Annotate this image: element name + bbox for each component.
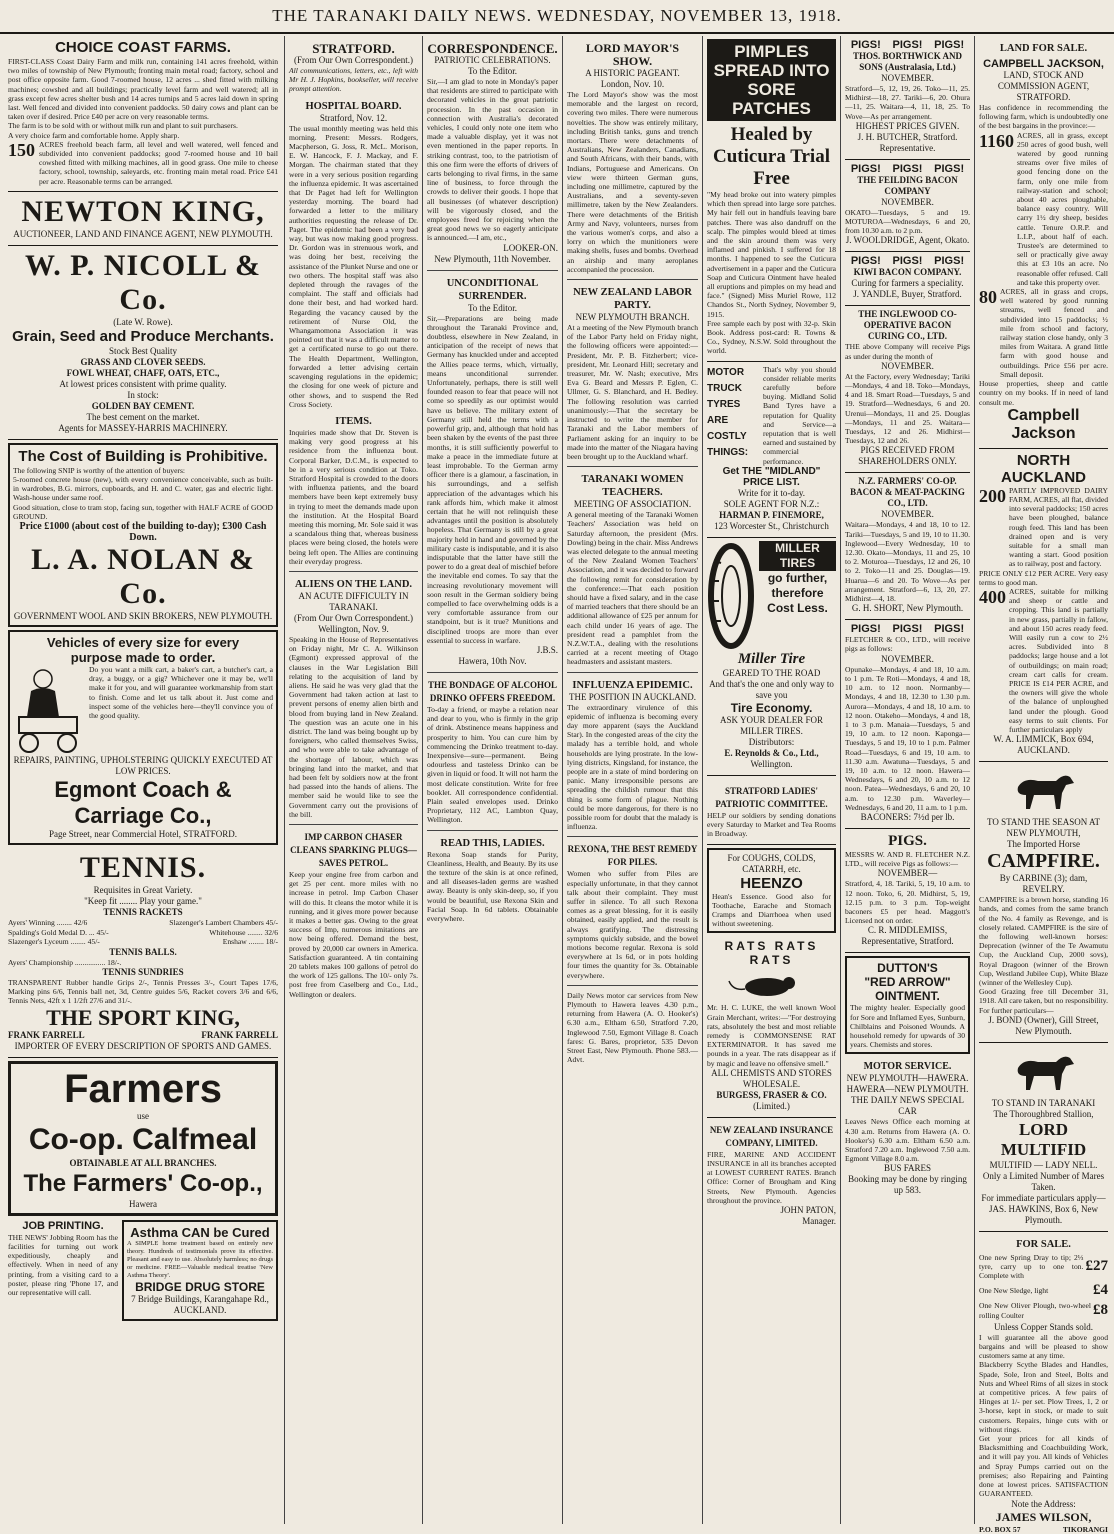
- heenzo-brand: HEENZO: [712, 875, 831, 892]
- auckland-heading: NORTH AUCKLAND: [979, 452, 1108, 486]
- farmers-l2: Co-op. Calfmeal: [14, 1122, 272, 1158]
- insurance-heading: NEW ZEALAND INSURANCE COMPANY, LIMITED.: [707, 1124, 836, 1150]
- james-wilson: JAMES WILSON,: [979, 1510, 1108, 1525]
- fletcher-name: FLETCHER & CO., LTD., will receive pigs as follows:: [845, 635, 970, 653]
- sale-item-2: One New Sledge, light: [979, 1286, 1091, 1295]
- sport-king: THE SPORT KING,: [8, 1005, 278, 1031]
- borthwick-month: NOVEMBER.: [845, 73, 970, 84]
- borthwick-list: Stratford—5, 12, 19, 26. Toko—11, 25. Midhirst—18, 27. Tariki—6, 20. Ohura—11, 25. Waitara—4, 11, 18, 25. To Wove—As per arrangement.: [845, 84, 970, 121]
- women-teachers-body: A general meeting of the Taranaki Women Teachers' Association was held on Saturday afternoon, the president (Mrs. Dowling) being in the chair. Miss Andrews was elected delegate to the annual meeting of the New Zealand Women Teachers' Association, and it was decided to forward the following remit for consideration by the conference:—That each position should have a fixed salary, and in the case of married teachers that there should be an additional allowance of £25 per annum for each child under 16 years of age. The president read a pamphlet from the N.Z.W.T.A., dealing with the resolutions carried at a recent meeting of Otago headmasters and assistant masters.: [567, 510, 698, 666]
- inglewood-ad: [845, 306, 970, 473]
- job-printing-ad: [8, 1220, 118, 1321]
- egmont-repairs: REPAIRS, PAINTING, UPHOLSTERING QUICKLY EXECUTED AT LOW PRICES.: [13, 755, 273, 777]
- miller-ask: ASK YOUR DEALER FOR MILLER TIRES.: [707, 715, 836, 737]
- rats-burgess: BURGESS, FRASER & CO.: [707, 1090, 836, 1101]
- finemore-l2: TRUCK: [707, 381, 759, 397]
- pigs-5: PIGS!: [893, 163, 923, 175]
- inglewood-list: At the Factory, every Wednesday; Tariki—Mondays, 4 and 18. Toko—Mondays, 4 and 18. Smart Road—Tuesdays, 5 and 19. Stratford—Wednesdays, 6 and 20. Urenui—Mondays, 11 and 25. Douglas—Mondays, 11 and 25. Waitara—Tuesdays, 12 and 26. Midhirst—Tuesdays, 12 and 26.: [845, 372, 970, 446]
- nz-farmers-bacon-ad: [845, 473, 970, 620]
- aliens-heading: ALIENS ON THE LAND.: [289, 578, 418, 591]
- inglewood-shares: PIGS RECEIVED FROM SHAREHOLDERS ONLY.: [845, 445, 970, 467]
- campbell-num: 1160: [979, 131, 1014, 151]
- column-3: [422, 36, 562, 1524]
- farmers-l1: Farmers: [14, 1067, 272, 1111]
- hospital-body: The usual monthly meeting was held this morning. Present: Messrs. Rodgers, Macpherson, G. Joss, R. McL. Morison, E. W. Hancock, F. J. Mackay, and F. Morgan. The chairman stated that they were in a very serious position regarding the influenza epidemic. It was ascertained that Dr Paget had left for Wellington yesterday morning. The board had forwarded a letter to the military authorities requesting the release of Dr. Paget. The epidemic had been a very bad way, but was now making good progress. Dr. Gordon was in strenuous work, and was doing her best, receiving the assistance of the Plunket Nurse and one or two others. The hospital staff was also depleted through the ravages of the complaint. The staff and officials had done their best, and had worked hard. Regarding the vacancy caused by the retirement of Nurse Old, the Whangamomona Association it was pointed out that it was a difficult matter to get a certificated nurse to go out there. The Health Department, Wellington, forwarded a letter advising certain scavenging regulations in the epidemic; the closing for one week of picture and other shows, and to suspend the Red Cross Society.: [289, 124, 418, 409]
- items-body: Inquiries made show that Dr. Steven is making very good progress at his residence from the influenza bout. Corporal Barker, D.C.M., is expected to be in a very serious condition at Toko. Stratford Hospital is crowded to the doors with influenza patients, and the board members have been kept extremely busy in trying to meet the demands made upon the institution. At the Hospital Board meeting this morning, Mr. Sole said it was a scandalous thing that, whereas business places were being closed, the hotels were being left open. The Allies are continuing their everyday progress.: [289, 428, 418, 566]
- rexona-soap-body: Rexona Soap stands for Purity, Cleanliness, Health, and Beauty. By its use the texture of the skin is at once refined, and all diseases-laden germs are washed away. Beauty is only skin-deep, so, if you would be beautiful, use Rexona Skin and Facial Soap. In 6d tablets. Obtainable everywhere.: [427, 850, 558, 924]
- egmont-addr: Page Street, near Commercial Hotel, STRATFORD.: [13, 829, 273, 840]
- borthwick-agent: J. H. BUTCHER, Stratford. Representative.: [845, 132, 970, 154]
- farmers-calfmeal-ad: [8, 1061, 278, 1216]
- multifid-pedigree: MULTIFID — LADY NELL.: [979, 1160, 1108, 1171]
- dutton-body: The mighty healer. Especially good for Sore and Inflamed Eyes, Sunburn, Chilblains and Poisoned Wounds. A household remedy for upwards of 30 years. Chemists and stores.: [850, 1003, 965, 1049]
- fletcher-month: NOVEMBER.: [845, 654, 970, 665]
- to-editor-2: To the Editor.: [427, 303, 558, 314]
- aliens-corr: (From Our Own Correspondent.): [289, 613, 418, 624]
- fletcher-ad: [845, 620, 970, 829]
- wilson-box: P.O. BOX 57: [979, 1525, 1021, 1534]
- cuticura-h2: Healed by Cuticura Trial Free: [707, 124, 836, 190]
- land-for-sale-heading: LAND FOR SALE.: [979, 42, 1108, 55]
- nicoll-stock: Stock Best Quality: [8, 346, 278, 357]
- sale-price-1: £27: [1086, 1258, 1109, 1275]
- sale-price-3: £8: [1093, 1302, 1108, 1319]
- auckland-agent: W. A. LIMMICK, Box 694, AUCKLAND.: [979, 734, 1108, 756]
- column-7: [974, 36, 1112, 1524]
- ladies-heading: READ THIS, LADIES.: [427, 837, 558, 850]
- heenzo-sub: Hean's Essence. Good also for Toothache, Earache and Stomach Cramps and Diarrhoea when used without sweetening.: [712, 892, 831, 929]
- aliens-subheading: AN ACUTE DIFFICULTY IN TARANAKI.: [289, 591, 418, 613]
- miller-save: And that's the one and only way to save you: [707, 679, 836, 701]
- sale-note: Note the Address:: [979, 1499, 1108, 1510]
- column-2: [284, 36, 422, 1524]
- aliens-date: Wellington, Nov. 9.: [289, 624, 418, 635]
- finemore-agent: SOLE AGENT FOR N.Z.:: [707, 499, 836, 510]
- dutton-ad: [845, 956, 970, 1054]
- tennis-sundries: TENNIS SUNDRIES: [8, 967, 278, 978]
- letter1-sig: LOOKER-ON.: [427, 243, 558, 254]
- campbell-name: CAMPBELL JACKSON,: [979, 58, 1108, 70]
- choice-farms-ad: [8, 36, 278, 192]
- miller-econ: Tire Economy.: [707, 701, 836, 715]
- fletcher-list: Opunake—Mondays, 4 and 18, 10 a.m. to 1 p.m. Te Roti—Mondays, 4 and 18, 10 a.m. to 12 noon. Normanby—Mondays, 4 and 18, 12.30 to 1.30 p.m. Aurora—Mondays, 4 and 18, 10 a.m. to 12 noon. Otakeho—Mondays, 4 and 18, 1 to 3 p.m. Manaia—Tuesdays, 5 and 19, 10 a.m. to 12 noon. Kaponga—Tuesdays, 5 and 19, 10 to 1 p.m. Palmer Road—Tuesdays, 6 and 19, 10 a.m. to 11.30 a.m. Awatuna—Tuesdays, 5 and 19, 10 a.m. to 12 noon. Hawera—Wednesdays, 6 and 20, 10 a.m. to 12 noon. Patea—Wednesdays, 6 and 20, 10 a.m. to 12.30 p.m. Waverley—Wednesdays, 6 and 20, 11 a.m. to 1 p.m.: [845, 665, 970, 812]
- ladies-body: HELP our soldiers by sending donations every Saturday to Market and Tea Rooms in Broadway.: [707, 811, 836, 839]
- for-sale-heading: FOR SALE.: [979, 1238, 1108, 1251]
- tennis-r3: Spalding's Gold Medal D. ... 45/-: [8, 928, 109, 938]
- labor-party-heading: NEW ZEALAND LABOR PARTY.: [567, 286, 698, 312]
- pigs-2: PIGS!: [893, 39, 923, 51]
- miller-dcity: Wellington.: [707, 759, 836, 770]
- inglewood-name: THE INGLEWOOD CO-OPERATIVE BACON CURING CO., LTD.: [845, 309, 970, 342]
- lord-multifid-ad: [979, 1043, 1108, 1232]
- nolan-title: The Cost of Building is Prohibitive.: [13, 448, 273, 466]
- heenzo-body: For COUGHS, COLDS, CATARRH, etc.: [712, 853, 831, 875]
- farmers-hawera: Hawera: [14, 1199, 272, 1210]
- campfire-heading: TO STAND THE SEASON AT NEW PLYMOUTH,: [979, 817, 1108, 839]
- finemore-l1: MOTOR: [707, 365, 759, 381]
- labor-branch: NEW PLYMOUTH BRANCH.: [567, 312, 698, 323]
- miller-geared: GEARED TO THE ROAD: [707, 668, 836, 679]
- miller-dist: Distributors:: [707, 737, 836, 748]
- sale-forge: Get your prices for all kinds of Blacksmithing and Coachbuilding Work, and it will pay you. All kinds of Vehicles and Spray Pumps carried out on the premises; also Repairing and Painting done at lowest prices. SATISFACTION GUARANTEED.: [979, 1434, 1108, 1498]
- nzfarmers-name: N.Z. FARMERS' CO-OP. BACON & MEAT-PACKING CO., LTD.: [845, 476, 970, 509]
- multifid-name: LORD MULTIFID: [979, 1120, 1108, 1160]
- auckland-num2: 400: [979, 587, 1006, 607]
- influenza-heading: INFLUENZA EPIDEMIC.: [567, 679, 698, 692]
- tire-illustration: [707, 541, 755, 651]
- finemore-l5: COSTLY: [707, 429, 759, 445]
- job-title: JOB PRINTING.: [8, 1220, 118, 1233]
- patriotic-heading: PATRIOTIC CELEBRATIONS.: [427, 55, 558, 66]
- influenza-body: The extraordinary virulence of this epidemic of influenza is becoming every day more apparent (says the Auckland Star). In the congested areas of the city the malady has a terrible hold, and whole households are lying prostrate. In the low-lying districts, Kingsland, for instance, the people are in a state of mind bordering on panic. Many irresponsible persons are spreading the childish rumour that this thing is some form of plague. Nothing could be more dangerous, for there is no possible room for doubt that the malady is influenza.: [567, 703, 698, 832]
- nicoll-name: W. P. NICOLL & Co.: [8, 249, 278, 317]
- items-heading: ITEMS.: [289, 415, 418, 428]
- campbell-b2: ACRES, all in grass, except 250 acres of good bush, well watered by good running streams over five miles of good fencing done on the farm, only one mile from railway-station and school; about 40 acres ploughable, balance easy country. Will carry 1½ dry sheep, besides cattle. Tenure O.R.P. and L.I.P., about half of each. Trustee's are determined to sell or practically give away this at £3 10s an acre. No reasonable offer refused. Call and take this property over.: [1017, 131, 1108, 287]
- egmont-head2: purpose made to order.: [13, 650, 273, 665]
- insurance-paton: JOHN PATON,: [707, 1205, 836, 1216]
- motor-car-notice: Daily News motor car services from New Plymouth to Hawera leaves 4.30 p.m., returning from Hawera (A. O. Hooker's) 6.30 a.m., Eltham 6.50, Stratford 7.20, Inglewood 7.50, Egmont Village 8. Coach fares: G. Bares, proprietor, 535 Devon Street East, New Plymouth. Phone 583.—Advt.: [567, 991, 698, 1065]
- borthwick-name: THOS. BORTHWICK AND SONS (Australasia, Ltd.): [845, 51, 970, 73]
- farmers-l3: The Farmers' Co-op.,: [14, 1169, 272, 1199]
- pigs-9: PIGS!: [934, 255, 964, 267]
- finemore-l4: ARE: [707, 413, 759, 429]
- asthma-addr: 7 Bridge Buildings, Karangahape Rd., AUCKLAND.: [127, 1294, 273, 1316]
- nolan-name: L. A. NOLAN & Co.: [13, 543, 273, 611]
- nicoll-late: (Late W. Rowe).: [8, 317, 278, 328]
- to-editor-1: To the Editor.: [427, 66, 558, 77]
- pigs-7: PIGS!: [851, 255, 881, 267]
- multifid-apply: For immediate particulars apply—: [979, 1193, 1108, 1204]
- tennis-sund-text: TRANSPARENT Rubber handle Grips 2/-, Tennis Presses 3/-, Court Tapes 17/6, Marking pins 6/6, Tennis ball net, 3d, Centre guides 5/6, Racket covers 3/6 and 6/6, Tennis Nets, 42ft x 1 1/2ft 27/6 and 31/-.: [8, 978, 278, 1006]
- finemore-addr: 123 Worcester St., Christchurch: [707, 521, 836, 532]
- unconditional-heading: UNCONDITIONAL SURRENDER.: [427, 277, 558, 303]
- miller-brand: Miller Tire: [707, 651, 836, 668]
- heenzo-ad: [707, 848, 836, 934]
- tennis-r2: Slazenger's Lambert Chambers 45/-: [169, 918, 278, 928]
- insurance-mgr: Manager.: [707, 1216, 836, 1227]
- nicoll-best: The best cement on the market.: [8, 412, 278, 423]
- tennis-r4: Whitehouse ........ 32/6: [209, 928, 278, 938]
- tennis-ad: [8, 848, 278, 1058]
- miller-l5: Cost Less.: [759, 601, 836, 616]
- miller-dname: E. Reynolds & Co., Ltd.,: [707, 748, 836, 759]
- choice-farms-text4: ACRES freehold beach farm, all level and well watered, well fenced and subdivided into convenient paddocks; good 7-roomed house and 10 bail cowshed fitted with milking machines, all in good grass. One mile to cheese factory, school, township, saleyards, etc. fronting main metal road. Price £41 per acre. Reasonable terms can be arranged.: [39, 140, 278, 186]
- masthead: THE TARANAKI DAILY NEWS. WEDNESDAY, NOVEMBER 13, 1918.: [0, 6, 1114, 34]
- borthwick-ad: [845, 36, 970, 160]
- finemore-l3: TYRES: [707, 397, 759, 413]
- column-4: [562, 36, 702, 1524]
- women-teachers-sub: MEETING OF ASSOCIATION.: [567, 499, 698, 510]
- tennis-title: TENNIS.: [8, 851, 278, 885]
- finemore-name: HARMAN P. FINEMORE,: [707, 510, 836, 521]
- nzfarmers-month: NOVEMBER.: [845, 509, 970, 520]
- campbell-name2: Campbell Jackson: [979, 407, 1108, 443]
- tennis-balls: TENNIS BALLS.: [8, 947, 278, 958]
- finemore-write: Write for it to-day.: [707, 488, 836, 499]
- ladies-heading: STRATFORD LADIES' PATRIOTIC COMMITTEE.: [707, 785, 836, 811]
- choice-farms-num: 150: [8, 140, 35, 160]
- campfire-ad: [979, 762, 1108, 1043]
- column-5: [702, 36, 840, 1524]
- campbell-b4: House properties, sheep and cattle country on my books. If in need of land consult me.: [979, 379, 1108, 407]
- dutton-h2: "RED ARROW": [850, 975, 965, 989]
- drinko-heading: THE BONDAGE OF ALCOHOL DRINKO OFFERS FREEDOM.: [427, 679, 558, 705]
- column-6: [840, 36, 974, 1524]
- farrell-importer: IMPORTER OF EVERY DESCRIPTION OF SPORTS AND GAMES.: [8, 1041, 278, 1052]
- sale-item-1: One new Spring Dray to tip; 2⅓ tyre, carry up to one ton. Complete with: [979, 1253, 1084, 1281]
- miller-l2: TIRES: [759, 556, 836, 571]
- middlemiss-ad: [845, 829, 970, 953]
- cuticura-free: Free sample each by post with 32-p. Skin Book. Address post-card: R. Towns & Co., Sydney, N.S.W. Sold throughout the world.: [707, 319, 836, 356]
- newton-king-ad: [8, 192, 278, 246]
- stratford-heading: STRATFORD.: [289, 42, 418, 55]
- column-1: [4, 36, 282, 1524]
- asthma-ad: [122, 1220, 278, 1321]
- pigs-heading: PIGS.: [845, 832, 970, 850]
- middlemiss-month: NOVEMBER—: [845, 868, 970, 879]
- horse-illustration: [1004, 769, 1084, 813]
- rats-all: ALL CHEMISTS AND STORES WHOLESALE.: [707, 1068, 836, 1090]
- feilding-month: NOVEMBER.: [845, 197, 970, 208]
- imp-heading: IMP CARBON CHASER CLEANS SPARKING PLUGS—SAVES PETROL.: [289, 831, 418, 870]
- campfire-body: CAMPFIRE is a brown horse, standing 16 hands, and comes from the same branch of the No. 4 family as Revenge, and is closely related. CAMPFIRE is the sire of the following well-known horses: Deprecation (winner of the Te Awamutu Cup, the Auckland Cup, 2000 sovs), Royal Dragoon (winner of the Brown Cup, Westland Jubilee Cup), White Blaze (winner of the Wellesley Cup).: [979, 895, 1108, 987]
- ladies-patriotic-ad: [707, 776, 836, 845]
- motor-fares: BUS FARES: [845, 1163, 970, 1174]
- cuticura-h1: PIMPLES SPREAD INTO SORE PATCHES: [707, 39, 836, 121]
- choice-farms-title: CHOICE COAST FARMS.: [8, 39, 278, 57]
- dutton-h1: DUTTON'S: [850, 961, 965, 975]
- for-sale-ad: [979, 1238, 1108, 1534]
- letter2-body: Sir,—Preparations are being made throughout the Taranaki Province and, doubtless, elsewhere in New Zealand, in anticipation of the receipt of news that Germany has knuckled under and accepted the Allies peace terms, which, virtually, means unconditional surrender. Unfortunately, perhaps, there is still well founded reason to fear that peace will not come so speedily as our optimist would have us believe. The military extent of Germany still held the terms with a powerful grip, and, although that hold has been shaken by the events of the past three months, it is still sufficiently powerful to make a peace in the immediate future at least improbable. To the German army officer there is a glamour, a fascination, in his surroundings, and a selfish appreciation of the advantages which his rank affords him, which make it almost certain that he will not relinquish these advantages until the position is absolutely hopeless. That Germany is still by a great majority held in hand and governed by the military caste is indisputable, and it is also indisputable that the latter have still the power to do a great deal of mischief before the inevitable end comes. To say that the increasing revolutionary movement will soon result in the German soldiery being compelled to face overwhelming odds is a very comfortable assurance from our standpoint, but is it true? Munitions and disciplined troops are more than ever essential to success in warfare.: [427, 314, 558, 645]
- pigs-11: PIGS!: [893, 623, 923, 635]
- influenza-sub: THE POSITION IN AUCKLAND.: [567, 692, 698, 703]
- nolan-ad: [8, 443, 278, 627]
- egmont-head1: Vehicles of every size for every: [13, 635, 273, 650]
- choice-farms-text2: The farm is to be sold with or without milk run and plant to suit purchasers.: [8, 121, 278, 130]
- nolan-desc: 5-roomed concrete house (new), with every convenience conceivable, such as built-in wardrobes, B.G. mirrors, cupboards, and H. and C. water, gas and electric light. Wash-house under same roof.: [13, 475, 273, 503]
- feilding-list: OKATO—Tuesdays, 5 and 19. MOTUROA—Wednesdays, 6 and 20, from 10.30 a.m. to 2 p.m.: [845, 208, 970, 236]
- rats-body: Mr. H. C. LUKE, the well known Wool Grain Merchant, writes:—"For destroying rats, absolutely the best and most reliable remedy is COMMONSENSE RAT EXTERMINATOR. It has saved me pounds in a year. The rats disappear as if by magic and leave no offensive smell.": [707, 1003, 836, 1067]
- campfire-fee: Good Grazing free till December 31, 1918. All care taken, but no responsibility. For further particulars—: [979, 987, 1108, 1015]
- women-teachers-heading: TARANAKI WOMEN TEACHERS.: [567, 473, 698, 499]
- rat-illustration: [727, 971, 817, 999]
- letter1-date: New Plymouth, 11th November.: [427, 254, 558, 265]
- miller-l3: go further,: [759, 571, 836, 586]
- tennis-champ: Ayers' Championship ................ 18/-.: [8, 958, 278, 967]
- dutton-h3: OINTMENT.: [850, 989, 965, 1003]
- finemore-l6: THINGS:: [707, 445, 759, 461]
- egmont-coach-ad: [8, 630, 278, 845]
- nicoll-instock: In stock:: [8, 390, 278, 401]
- newton-king-sub: AUCTIONEER, LAND AND FINANCE AGENT, NEW PLYMOUTH.: [8, 229, 278, 240]
- finemore-ad: [707, 362, 836, 538]
- auckland-num: 200: [979, 486, 1006, 506]
- nolan-snip: The following SNIP is worthy of the attention of buyers:: [13, 466, 273, 475]
- nicoll-title: Grain, Seed and Produce Merchants.: [8, 328, 278, 346]
- motor-heading: MOTOR SERVICE.: [845, 1060, 970, 1073]
- auckland-price: PRICE ONLY £12 PER ACRE. Very easy terms to good man.: [979, 569, 1108, 587]
- nicoll-cement: GOLDEN BAY CEMENT.: [8, 401, 278, 412]
- insurance-body: FIRE, MARINE AND ACCIDENT INSURANCE in all its branches accepted at LOWEST CURRENT RATES. Branch Office: Corner of Brougham and King Streets, New Plymouth. Agencies throughout the province.: [707, 1150, 836, 1205]
- sale-unless: Unless Copper Stands sold.: [979, 1322, 1108, 1333]
- pigs-12: PIGS!: [934, 623, 964, 635]
- tennis-r6: Enshaw ........ 18/-: [223, 937, 278, 947]
- lord-mayor-body: The Lord Mayor's show was the most memorable and the largest on record, covering two miles. There were numerous novelties. The show was entirely military, including British tanks, guns and trench mortars. There were detachments of Australians, New Zealanders, Canadians, and South Africans, with their bands, with Indians, Portuguese and Americans. On view were thirteen German guns, including one millimetre, captured by the Australians, and a seventy-seven millimetre, taken by the New Zealanders. There were detachments of the British Army and Navy, volunteers, nurses from the various women's corps, and also a lorry on which the munitioners were making shells, fuses and bombs. Overhead an airship and many aeroplanes accompanied the procession.: [567, 90, 698, 274]
- middlemiss-agent: C. R. MIDDLEMISS, Representative, Stratford.: [845, 925, 970, 947]
- feilding-name: THE FEILDING BACON COMPANY: [845, 175, 970, 197]
- rats-ad: [707, 936, 836, 1117]
- cuticura-ad: [707, 36, 836, 362]
- pigs-4: PIGS!: [851, 163, 881, 175]
- kiwi-name: KIWI BACON COMPANY.: [845, 267, 970, 278]
- rexona-piles-body: Women who suffer from Piles are especially unfortunate, in that they cannot talk about their complaint. They must suffer in silence. To all such Rexona comes as a great blessing, for it is easily obtained, easily applied, and the result is always gratifying. The distressing symptoms quickly subside, and the bowel motions become regular. Rexona is sold everywhere at 1s 6d, or in pots holding four times the quantity for 3s. Obtainable everywhere.: [567, 869, 698, 979]
- campfire-owner: J. BOND (Owner), Gill Street, New Plymouth.: [979, 1015, 1108, 1037]
- motor-service-ad: [845, 1060, 970, 1196]
- finemore-get: Get THE "MIDLAND" PRICE LIST.: [707, 466, 836, 488]
- stallion-illustration: [1004, 1050, 1084, 1094]
- kiwi-buyer: J. YANDLE, Buyer, Stratford.: [845, 289, 970, 300]
- tennis-rackets: TENNIS RACKETS: [8, 907, 278, 918]
- campbell-b3: ACRES, all in grass and crops, well watered by good running streams, well fenced and subdivided into 15 paddocks; ½ mile from school and factory, railway station close handy, only 3 miles from Waitara. A grand little farm with good house and outbuildings. Price £56 per acre. Small deposit.: [1000, 287, 1108, 379]
- rats-ltd: (Limited.): [707, 1101, 836, 1112]
- fletcher-price: BACONERS: 7½d per lb.: [845, 812, 970, 823]
- farrell-2: FRANK FARRELL: [201, 1031, 278, 1041]
- nicoll-lowest: At lowest prices consistent with prime quality.: [8, 379, 278, 390]
- sale-misc: Blackberry Scythe Blades and Handles, Spade, Sole, Iron and Steel, Bolts and Nuts and Wheel Rims of all sizes in stock at competitive prices. A few pairs of Hinges at 1/- per set. Plow Trees, 1, 2 or 3-horse, kept in stock, or made to suit customers. Repairs, hinge cuts with or without rings.: [979, 1360, 1108, 1434]
- sale-price-2: £4: [1093, 1282, 1108, 1299]
- stratford-corr: (From Our Own Correspondent.): [289, 55, 418, 66]
- pigs-3: PIGS!: [934, 39, 964, 51]
- hospital-board-heading: HOSPITAL BOARD.: [289, 100, 418, 113]
- kiwi-curing: Curing for farmers a speciality.: [845, 278, 970, 289]
- labor-body: At a meeting of the New Plymouth branch of the Labor Party held on Friday night, the following officers were appointed:—President, Mr. P. B. Fitzherbert; vice-president, Mr. Leonard Hill; secretary and treasurer, Mr. W. Nash; executive, Mrs Eva G. Beard and Messrs P. Eglen, C. Ullmer, G. S. Blanchard, and H. Bedley. The following resolution was carried unanimously:—That the secretary be instructed to write the member for Taranaki and the Labor members of Parliament asking for an inquiry to be made into the matter of the Niagara having been brought up to the Auckland wharf.: [567, 323, 698, 461]
- motor-times: Leaves News Office each morning at 4.30 a.m. Returns from Hawera (A. O. Hooker's) 6.30 a.m. Eltham 6.50 a.m. Stratford 7.20 a.m. Inglewood 7.50 a.m. Egmont Village 8.0 a.m.: [845, 1117, 970, 1163]
- multifid-agent: JAS. HAWKINS, Box 6, New Plymouth.: [979, 1204, 1108, 1226]
- letter2-date: Hawera, 10th Nov.: [427, 656, 558, 667]
- egmont-name: Egmont Coach & Carriage Co.,: [13, 777, 273, 829]
- feilding-ad: [845, 160, 970, 253]
- job-text: THE NEWS' Jobbing Room has the facilities for turning out work expeditiously, cheaply and effectively. When in need of any printing, from a visiting card to a poster, please ring 'Phone 17, and our representative will call.: [8, 1233, 118, 1297]
- miller-tires-ad: [707, 538, 836, 776]
- inglewood-month: NOVEMBER.: [845, 361, 970, 372]
- inglewood-body: THE above Company will receive Pigs as under during the month of: [845, 342, 970, 360]
- campbell-body: Has confidence in recommending the following farm, which is undoubtedly one of the best bargains in the province:—: [979, 103, 1108, 131]
- campfire-by: By CARBINE (3); dam, REVELRY.: [979, 873, 1108, 895]
- sale-guarantee: I will guarantee all the above good bargains and will be pleased to show customers same at any time.: [979, 1333, 1108, 1361]
- lord-mayor-heading: LORD MAYOR'S SHOW.: [567, 42, 698, 68]
- children-cart-illustration: [13, 665, 83, 755]
- farmers-obtain: OBTAINABLE AT ALL BRANCHES.: [14, 1158, 272, 1169]
- asthma-store: BRIDGE DRUG STORE: [127, 1280, 273, 1294]
- feilding-agent: J. WOOLDRIDGE, Agent, Okato.: [845, 235, 970, 246]
- middlemiss-name: MESSRS W. AND R. FLETCHER N.Z. LTD., will receive Pigs as follows:—: [845, 850, 970, 868]
- egmont-text: Do you want a milk cart, a baker's cart, a butcher's cart, a dray, a buggy, or a gig? Whichever one it may be, we'll make it for you, and will guarantee workmanship from start to finish. Come and let us talk about it. Just come and inspect some of the vehicles here—they'll convince you of the good quality.: [89, 665, 273, 755]
- pigs-10: PIGS!: [851, 623, 881, 635]
- miller-l4: therefore: [759, 586, 836, 601]
- motor-book: Booking may be done by ringing up 583.: [845, 1174, 970, 1196]
- stratford-note: All communications, letters, etc., left with Mr H. J. Hopkins, bookseller, will receive prompt attention.: [289, 66, 418, 94]
- stratford-date: Stratford, Nov. 12.: [289, 113, 418, 124]
- auckland-b2: ACRES, suitable for milking and sheep or cattle and cropping. This land is partially in new grass, partially in fallow, and about 150 acres ready feed. Will easily run a cow to 2½ acres. Subdivided into 8 paddocks; large house and a lot of outbuildings; on main road; cream cart calls for cream. PRICE IS £14 PER ACRE, and the owners will give the whole of the balance of unploughed land under the plough. Good easy terms to suit clients. For further particulars apply: [1009, 587, 1108, 734]
- drinko-body: To-day a friend, or maybe a relation near and dear to you, who is firmly in the grip of drink. Abstinence means happiness and prosperity to him. You can cure him by commencing the Drinko treatment to-day. Inexpensive—sure—permanent. Being odourless and tasteless Drinko can be given in liquid or food. It will not harm the most delicate constitution. Write for free booklet. All correspondence confidential. Plain sealed envelopes used. Drinko Proprietary, 112 AC, Lambton Quay, Wellington.: [427, 705, 558, 825]
- nicoll-agents: Agents for MASSEY-HARRIS MACHINERY.: [8, 423, 278, 434]
- pageant-heading: A HISTORIC PAGEANT.: [567, 68, 698, 79]
- campfire-imp: The Imported Horse: [979, 839, 1108, 850]
- cuticura-body: "My head broke out into watery pimples which then spread into large sore patches. My hair fell out in handfuls leaving bare patches. There was also dandruff on the scalp. The pimples would bleed at times and the skin around them was very inflamed and pinkish. I suffered for 18 months. I happened to see the Cuticura advertisement in a paper and the Cuticura Soap and Cuticura Ointment have healed all eruptions and pimples on my head and face." (Signed) Miss Muriel Rowe, 112 Chandos St., North Sydney, November 9, 1915.: [707, 190, 836, 319]
- rexona-piles-heading: REXONA, THE BEST REMEDY FOR PILES.: [567, 843, 698, 869]
- campbell-jackson-ad: [979, 55, 1108, 449]
- pigs-6: PIGS!: [934, 163, 964, 175]
- north-auckland-ad: [979, 449, 1108, 762]
- rats-heading: RATS RATS RATS: [707, 939, 836, 967]
- nicoll-grass: GRASS AND CLOVER SEEDS.: [8, 357, 278, 368]
- tennis-keep: "Keep fit ........ Play your game.": [8, 896, 278, 907]
- auckland-body: PARTLY IMPROVED DAIRY FARM, ACRES, all flat, divided into several paddocks; 150 acres have been ploughed, balance rough feed. This land has been drained open and is very suitable for a small man wanting a start. Good position as to railway, post and factory.: [1009, 486, 1108, 569]
- nolan-sit: Good situation, close to tram stop, facing sun, together with HALF ACRE of GOOD GROUND.: [13, 503, 273, 521]
- campfire-name: CAMPFIRE.: [979, 850, 1108, 873]
- choice-farms-text3: A very choice farm and comfortable home. Apply sharp.: [8, 131, 278, 140]
- farrell-1: FRANK FARRELL: [8, 1031, 85, 1041]
- multifid-sub: The Thoroughbred Stallion,: [979, 1109, 1108, 1120]
- imp-body: Keep your engine free from carbon and get 25 per cent. more miles with no increase in petrol. Imp Carbon Chaser will do this. It cleans the motor while it is running, and it gives more power because it makes a better gas. Owing to the great success of Imp, numerous imitations are now being offered. Demand the best, proved by 20,000 car owners in America. Satisfaction guaranteed. A tin containing 20 tablets makes 100 gallons of petrol do the work of 125 gallons. The 10/- only 7s. post free from Caselberg and Co., Ltd., Wellington or dealers.: [289, 870, 418, 999]
- pigs-8: PIGS!: [893, 255, 923, 267]
- multifid-heading: TO STAND IN TARANAKI: [979, 1098, 1108, 1109]
- sale-item-3: One New Oliver Plough, two-wheel rolling Coulter: [979, 1301, 1091, 1319]
- insurance-ad: [707, 1124, 836, 1227]
- aliens-body: Speaking in the House of Representatives on Friday night, Mr C. A. Wilkinson (Egmont) expressed approval of the clauses in the War Legislation Bill relating to the acquisition of land by aliens. He said he was very glad that the Government had taken action at last to prevent persons of enemy alien birth and blood from buying land in New Zealand. The question was an acute one in his district. The land was being bought up by foreigners, who called themselves Swiss, and who were able to take advantage of the shortage of labour, which was bringing land into the market, and that had been felt by soldiers now at the front had passed into the hands of aliens. The member said he would like to see the Government carry out the provisions of the bill.: [289, 635, 418, 819]
- asthma-text: A SIMPLE home treatment based on entirely new theory. Hundreds of testimonials prove its effective. Pleasant and easy to use. Absolutely harmless; no drugs or medicine. FREE—Valuable medical treatise 'New Asthma Theory'.: [127, 1240, 273, 1280]
- nzfarmers-list: Waitara—Mondays, 4 and 18, 10 to 12. Tariki—Tuesdays, 5 and 19, 10 to 11.30. Inglewood—Every Wednesday, 10 to 12.30. Okato—Mondays, 11 and 25, 10 to 2. Moturoa—Tuesdays, 12 and 26, 10 to 2. Toko—11 and 25. Douglas—19. Huarua—6 and 20. To Wove—As per arrangement. Stratford—6, 13, 20, 27. Midhirst—4, 18.: [845, 520, 970, 603]
- nzfarmers-short: G. H. SHORT, New Plymouth.: [845, 603, 970, 614]
- tennis-r5: Slazenger's Lyceum ........ 45/-: [8, 937, 100, 947]
- nolan-price: Price £1000 (about cost of the building to-day); £300 Cash Down.: [13, 521, 273, 543]
- tennis-req: Requisites in Great Variety.: [8, 885, 278, 896]
- asthma-title: Asthma CAN be Cured: [127, 1225, 273, 1240]
- borthwick-highest: HIGHEST PRICES GIVEN.: [845, 121, 970, 132]
- motor-special: THE DAILY NEWS SPECIAL CAR: [845, 1095, 970, 1117]
- wilson-town: TIKORANGI: [1063, 1525, 1108, 1534]
- nicoll-ad: [8, 246, 278, 440]
- farmers-use: use: [14, 1111, 272, 1122]
- campbell-sub: LAND, STOCK AND COMMISSION AGENT, STRATFORD.: [979, 70, 1108, 103]
- pigs-1: PIGS!: [851, 39, 881, 51]
- letter2-sig: J.B.S.: [427, 645, 558, 656]
- finemore-body: That's why you should consider reliable merits carefully before buying. Midland Solid Band Tyres have a reputation for Quality and Service—a reputation that is well earned and sustained by commercial performance.: [763, 365, 836, 466]
- campbell-num2: 80: [979, 287, 997, 307]
- kiwi-ad: [845, 252, 970, 306]
- correspondence-heading: CORRESPONDENCE.: [427, 42, 558, 55]
- letter1-body: Sir,—I am glad to note in Monday's paper that residents are stirred to participate with decorated vehicles in the great patriotic procession. In the past occasion in connection with Australia's decorated vehicles, I could only note one item who made a valuable display, yet it was not even mentioned in the paper reports. In striking contrast, too, to the patriotism of this one firm were the efforts of drivers of carts belonging to rival firms, in the same line of business, to force through the crowds to deliver their goods. I hope that all businesses (of whatever description) will be vigorously closed, and the employees freed for rejoicing when the great good news we so eagerly anticipate is announced.—I am, etc.,: [427, 77, 558, 243]
- nicoll-fowl: FOWL WHEAT, CHAFF, OATS, ETC.,: [8, 368, 278, 379]
- multifid-limited: Only a Limited Number of Mares Taken.: [979, 1171, 1108, 1193]
- miller-l1: MILLER: [759, 541, 836, 556]
- choice-farms-text1: FIRST-CLASS Coast Dairy Farm and milk run, containing 141 acres freehold, within two miles of township of New Plymouth; fronting main metal road; factory, school and post office opposite farm. Good 7-roomed house, 12 acres ... shed fitted with milking machines; cowshed and all buildings; practically level farm and well watered; all in grass except few acres shelter bush and 14 acres turnips and 5 acres laid down in spring last. Well fenced and divided into convenient paddocks. 50 dairy cows and plant can be taken over if desired. Price £40 per acre on very reasonable terms.: [8, 57, 278, 121]
- tennis-r1: Ayers' Winning ........ 42/6: [8, 918, 87, 928]
- motor-route: NEW PLYMOUTH—HAWERA. HAWERA—NEW PLYMOUTH.: [845, 1073, 970, 1095]
- newton-king-name: NEWTON KING,: [8, 195, 278, 229]
- lord-mayor-date: London, Nov. 10.: [567, 79, 698, 90]
- nolan-sub: GOVERNMENT WOOL AND SKIN BROKERS, NEW PLYMOUTH.: [13, 611, 273, 622]
- middlemiss-list: Stratford, 4, 18. Tariki, 5, 19, 10 a.m. to 12 noon. Toko, 6, 20. Midhirst, 5, 19, 12.15 p.m. to 3 p.m. Top-weight baconers £5 per head. Maggott's Licensed not on order.: [845, 879, 970, 925]
